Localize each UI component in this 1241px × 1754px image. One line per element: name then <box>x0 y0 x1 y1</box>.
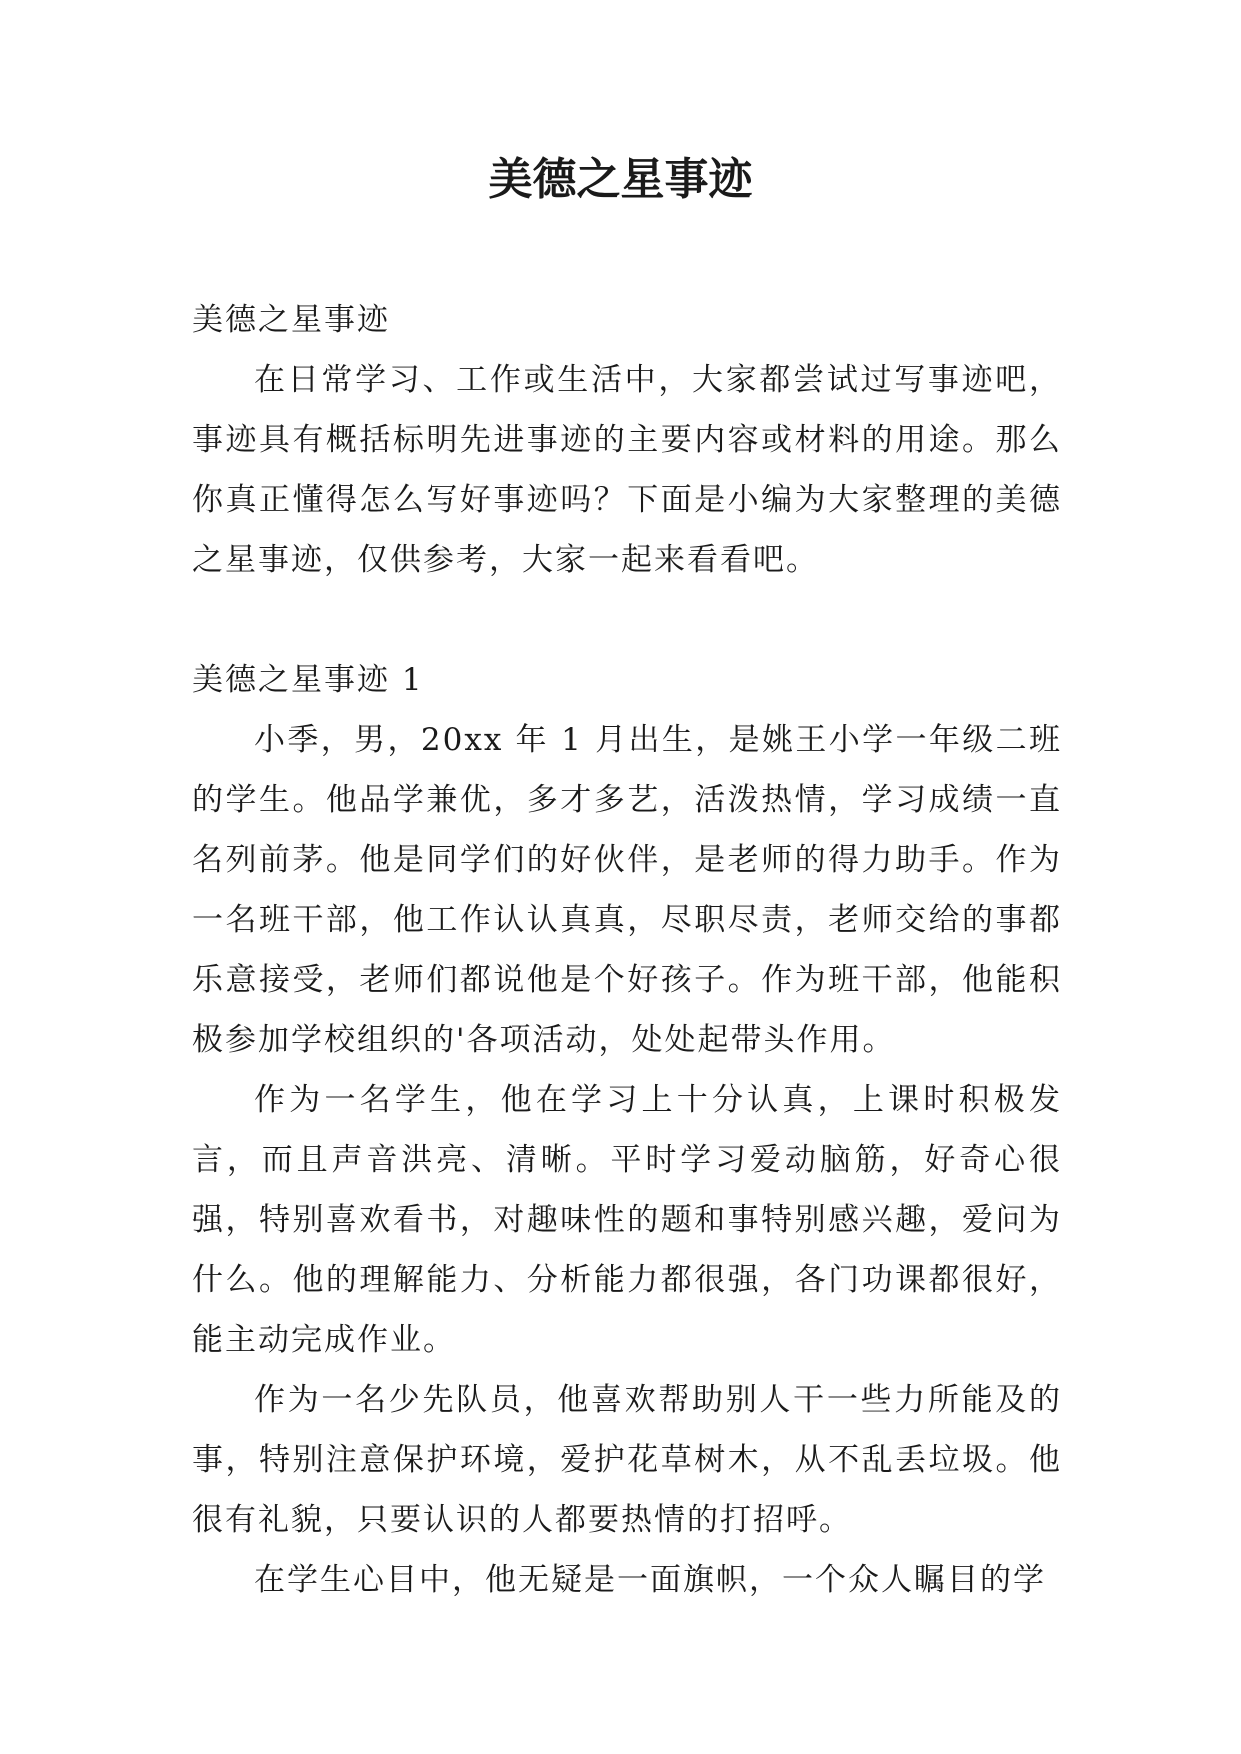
section1-paragraph-4: 在学生心目中，他无疑是一面旗帜，一个众人瞩目的学 <box>254 1562 1046 1598</box>
section1-paragraph-1: 小季，男，20xx 年 1 月出生，是姚王小学一年级二班的学生。他品学兼优，多才多艺，活泼热情，学习成绩一直名列前茅。他是同学们的好伙伴，是老师的得力助手。作为一名班干部，他工作认认真真，尽职尽责，老师交给的事都乐意接受，老师们都说他是个好孩子。作为班干部，他能积极参加学校组织的'各项活动，处处起带头作用。 <box>192 722 1062 1058</box>
document-body <box>192 290 1062 1610</box>
section1-paragraph-3: 作为一名少先队员，他喜欢帮助别人干一些力所能及的事，特别注意保护环境，爱护花草树木，从不乱丢垃圾。他很有礼貌，只要认识的人都要热情的打招呼。 <box>192 1382 1062 1538</box>
document-title: 美德之星事迹 <box>488 154 753 205</box>
intro-paragraph: 在日常学习、工作或生活中，大家都尝试过写事迹吧，事迹具有概括标明先进事迹的主要内容或材料的用途。那么你真正懂得怎么写好事迹吗？下面是小编为大家整理的美德之星事迹，仅供参考，大家一起来看看吧。 <box>192 362 1062 578</box>
section1-heading: 美德之星事迹 1 <box>192 662 424 698</box>
intro-heading: 美德之星事迹 <box>192 302 390 338</box>
section1-paragraph-2: 作为一名学生，他在学习上十分认真，上课时积极发言，而且声音洪亮、清晰。平时学习爱动脑筋，好奇心很强，特别喜欢看书，对趣味性的题和事特别感兴趣，爱问为什么。他的理解能力、分析能力都很强，各门功课都很好，能主动完成作业。 <box>192 1082 1062 1358</box>
section-spacer <box>192 590 1062 650</box>
